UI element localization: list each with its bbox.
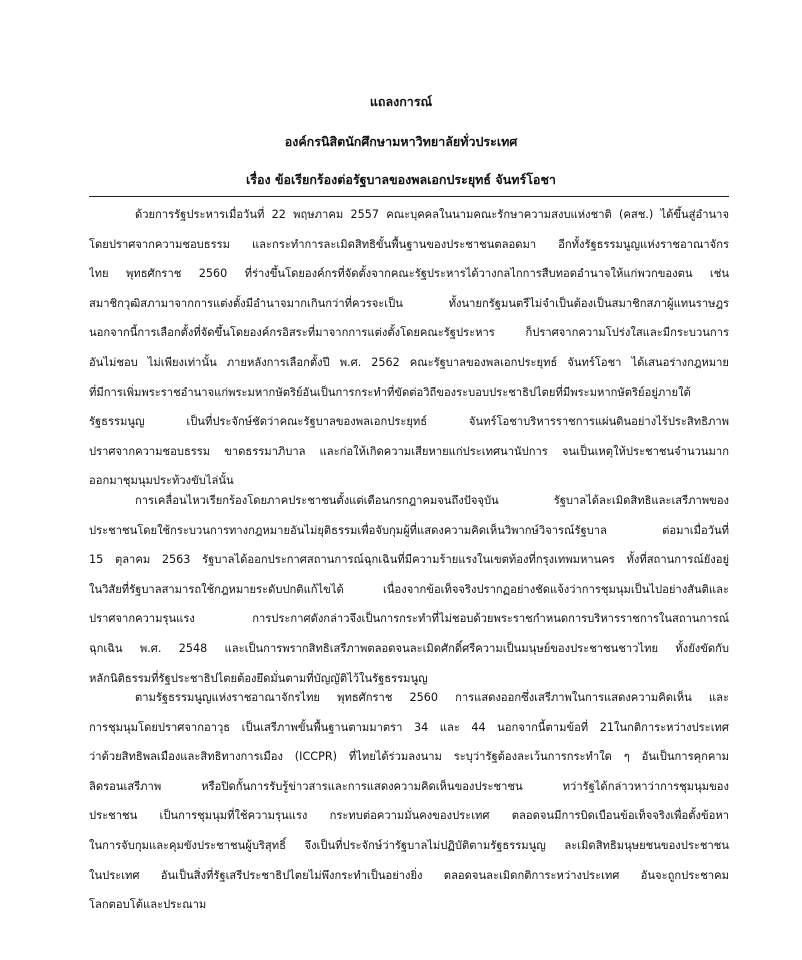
paragraph-2: [89, 486, 729, 693]
organization-name: องค์กรนิสิตนักศึกษามหาวิทยาลัยทั่วประเทศ: [284, 134, 518, 149]
paragraph-line: ประชาชน เป็นการชุมนุมที่ใช้ความรุนแรง กระทบต่อความมั่นคงของประเทศ ตลอดจนมีการบิดเบือนข้อเท็จจริงเพื่อตั้งข้อหา: [89, 809, 729, 823]
paragraph-line: ประชาชนโดยใช้กระบวนการทางกฎหมายอันไม่ยุติธรรมเพื่อจับกุมผู้ที่แสดงความคิดเห็นวิพากษ์วิจารณ์รัฐบาล ต่อมาเมื่อวันที่: [89, 523, 729, 537]
paragraph-line: 15 ตุลาคม 2563 รัฐบาลได้ออกประกาศสถานการณ์ฉุกเฉินที่มีความร้ายแรงในเขตท้องที่กรุงเทพมหานคร ทั้งที่สถานการณ์ยังอยู่: [89, 553, 729, 567]
paragraph-line: ลิดรอนเสรีภาพ หรือปิดกั้นการรับรู้ข่าวสารและการแสดงความคิดเห็นของประชาชน ทว่ารัฐได้กล่าวหาว่าการชุมนุมของ: [89, 779, 729, 793]
paragraph-line: ด้วยการรัฐประหารเมื่อวันที่ 22 พฤษภาคม 2557 คณะบุคคลในนามคณะรักษาความสงบแห่งชาติ (คสช.) ได้ขึ้นสู่อำนาจ: [135, 208, 729, 221]
paragraph-line: โลกตอบโต้และประณาม: [89, 898, 207, 912]
paragraph-line: หลักนิติธรรมที่รัฐประชาธิปไตยต้องยึดมั่นตามที่บัญญัติไว้ในรัฐธรรมนูญ: [89, 671, 428, 685]
document-subject: เรื่อง ข้อเรียกร้องต่อรัฐบาลของพลเอกประยุทธ์ จันทร์โอชา: [246, 172, 556, 187]
paragraph-line: การชุมนุมโดยปราศจากอาวุธ เป็นเสรีภาพขั้นพื้นฐานตามมาตรา 34 และ 44 นอกจากนี้ตามข้อที่ 21ในกติการะหว่างประเทศ: [89, 720, 729, 734]
paragraph-line: รัฐธรรมนูญ เป็นที่ประจักษ์ชัดว่าคณะรัฐบาลของพลเอกประยุทธ์ จันทร์โอชาบริหารราชการแผ่นดินอย่างไร้ประสิทธิภาพ: [89, 415, 729, 429]
paragraph-line: ว่าด้วยสิทธิพลเมืองและสิทธิทางการเมือง (ICCPR) ที่ไทยได้ร่วมลงนาม ระบุว่ารัฐต้องละเว้นการกระทำใด ๆ อันเป็นการคุกคาม: [89, 750, 729, 764]
paragraph-line: ไทย พุทธศักราช 2560 ที่ร่างขึ้นโดยองค์กรที่จัดตั้งจากคณะรัฐประหารได้วางกลไกการสืบทอดอำนาจให้แก่พวกของตน เช่น: [89, 267, 729, 281]
paragraph-line: อันไม่ชอบ ไม่เพียงเท่านั้น ภายหลังการเลือกตั้งปี พ.ศ. 2562 คณะรัฐบาลของพลเอกประยุทธ์ จันทร์โอชา ได้เสนอร่างกฎหมาย: [89, 355, 729, 369]
document-title: แถลงการณ์: [369, 94, 433, 109]
paragraph-line: นอกจากนี้การเลือกตั้งที่จัดขึ้นโดยองค์กรอิสระที่มาจากการแต่งตั้งโดยคณะรัฐประหาร ก็ปราศจากความโปร่งใสและมีกระบวนการ: [89, 326, 729, 340]
paragraph-line: ที่มีการเพิ่มพระราชอำนาจแก่พระมหากษัตริย์อันเป็นการกระทำที่ขัดต่อวิถีของระบอบประชาธิปไตยที่มีพระมหากษัตริย์อยู่ภายใต้: [89, 385, 691, 399]
paragraph-line: ฉุกเฉิน พ.ศ. 2548 และเป็นการพรากสิทธิเสรีภาพตลอดจนละเมิดศักดิ์ศรีความเป็นมนุษย์ของประชาชนชาวไทย ทั้งยังขัดกับ: [89, 641, 729, 655]
paragraph-line: ออกมาชุมนุมประท้วงขับไล่นั้น: [89, 474, 234, 488]
paragraph-line: ในวิสัยที่รัฐบาลสามารถใช้กฎหมายระดับปกติแก้ไขได้ เนื่องจากข้อเท็จจริงปรากฏอย่างชัดแจ้งว่าการชุมนุมเป็นไปอย่างสันติและ: [89, 582, 729, 596]
paragraph-line: ในประเทศ อันเป็นสิ่งที่รัฐเสรีประชาธิปไตยไม่พึงกระทำเป็นอย่างยิ่ง ตลอดจนละเมิดกติการะหว่างประเทศ อันจะถูกประชาคม: [89, 868, 729, 882]
paragraph-1: [89, 200, 729, 496]
paragraph-line: ปราศจากความชอบธรรม ขาดธรรมาภิบาล และก่อให้เกิดความเสียหายแก่ประเทศนานัปการ จนเป็นเหตุให้ประชาชนจำนวนมาก: [89, 444, 729, 458]
paragraph-line: โดยปราศจากความชอบธรรม และกระทำการละเมิดสิทธิขั้นพื้นฐานของประชาชนตลอดมา อีกทั้งรัฐธรรมนูญแห่งราชอาณาจักร: [89, 237, 729, 251]
paragraph-line: สมาชิกวุฒิสภามาจากการแต่งตั้งมีอำนาจมากเกินกว่าที่ควรจะเป็น ทั้งนายกรัฐมนตรีไม่จำเป็นต้องเป็นสมาชิกสภาผู้แทนราษฎร: [89, 296, 729, 310]
paragraph-line: ในการจับกุมและคุมขังประชาชนผู้บริสุทธิ์ จึงเป็นที่ประจักษ์ว่ารัฐบาลไม่ปฏิบัติตามรัฐธรรมนูญ ละเมิดสิทธิมนุษยชนของประชาชน: [89, 838, 729, 852]
paragraph-line: ตามรัฐธรรมนูญแห่งราชอาณาจักรไทย พุทธศักราช 2560 การแสดงออกซึ่งเสรีภาพในการแสดงความคิดเห็น และ: [135, 691, 729, 704]
header-divider: [89, 196, 729, 197]
paragraph-line: การเคลื่อนไหวเรียกร้องโดยภาคประชาชนตั้งแต่เดือนกรกฎาคมจนถึงปัจจุบัน รัฐบาลได้ละเมิดสิทธิและเสรีภาพของ: [135, 494, 729, 507]
paragraph-line: ปราศจากความรุนแรง การประกาศดังกล่าวจึงเป็นการกระทำที่ไม่ชอบด้วยพระราชกำหนดการบริหารราชการในสถานการณ์: [89, 612, 729, 626]
paragraph-3: [89, 683, 729, 920]
